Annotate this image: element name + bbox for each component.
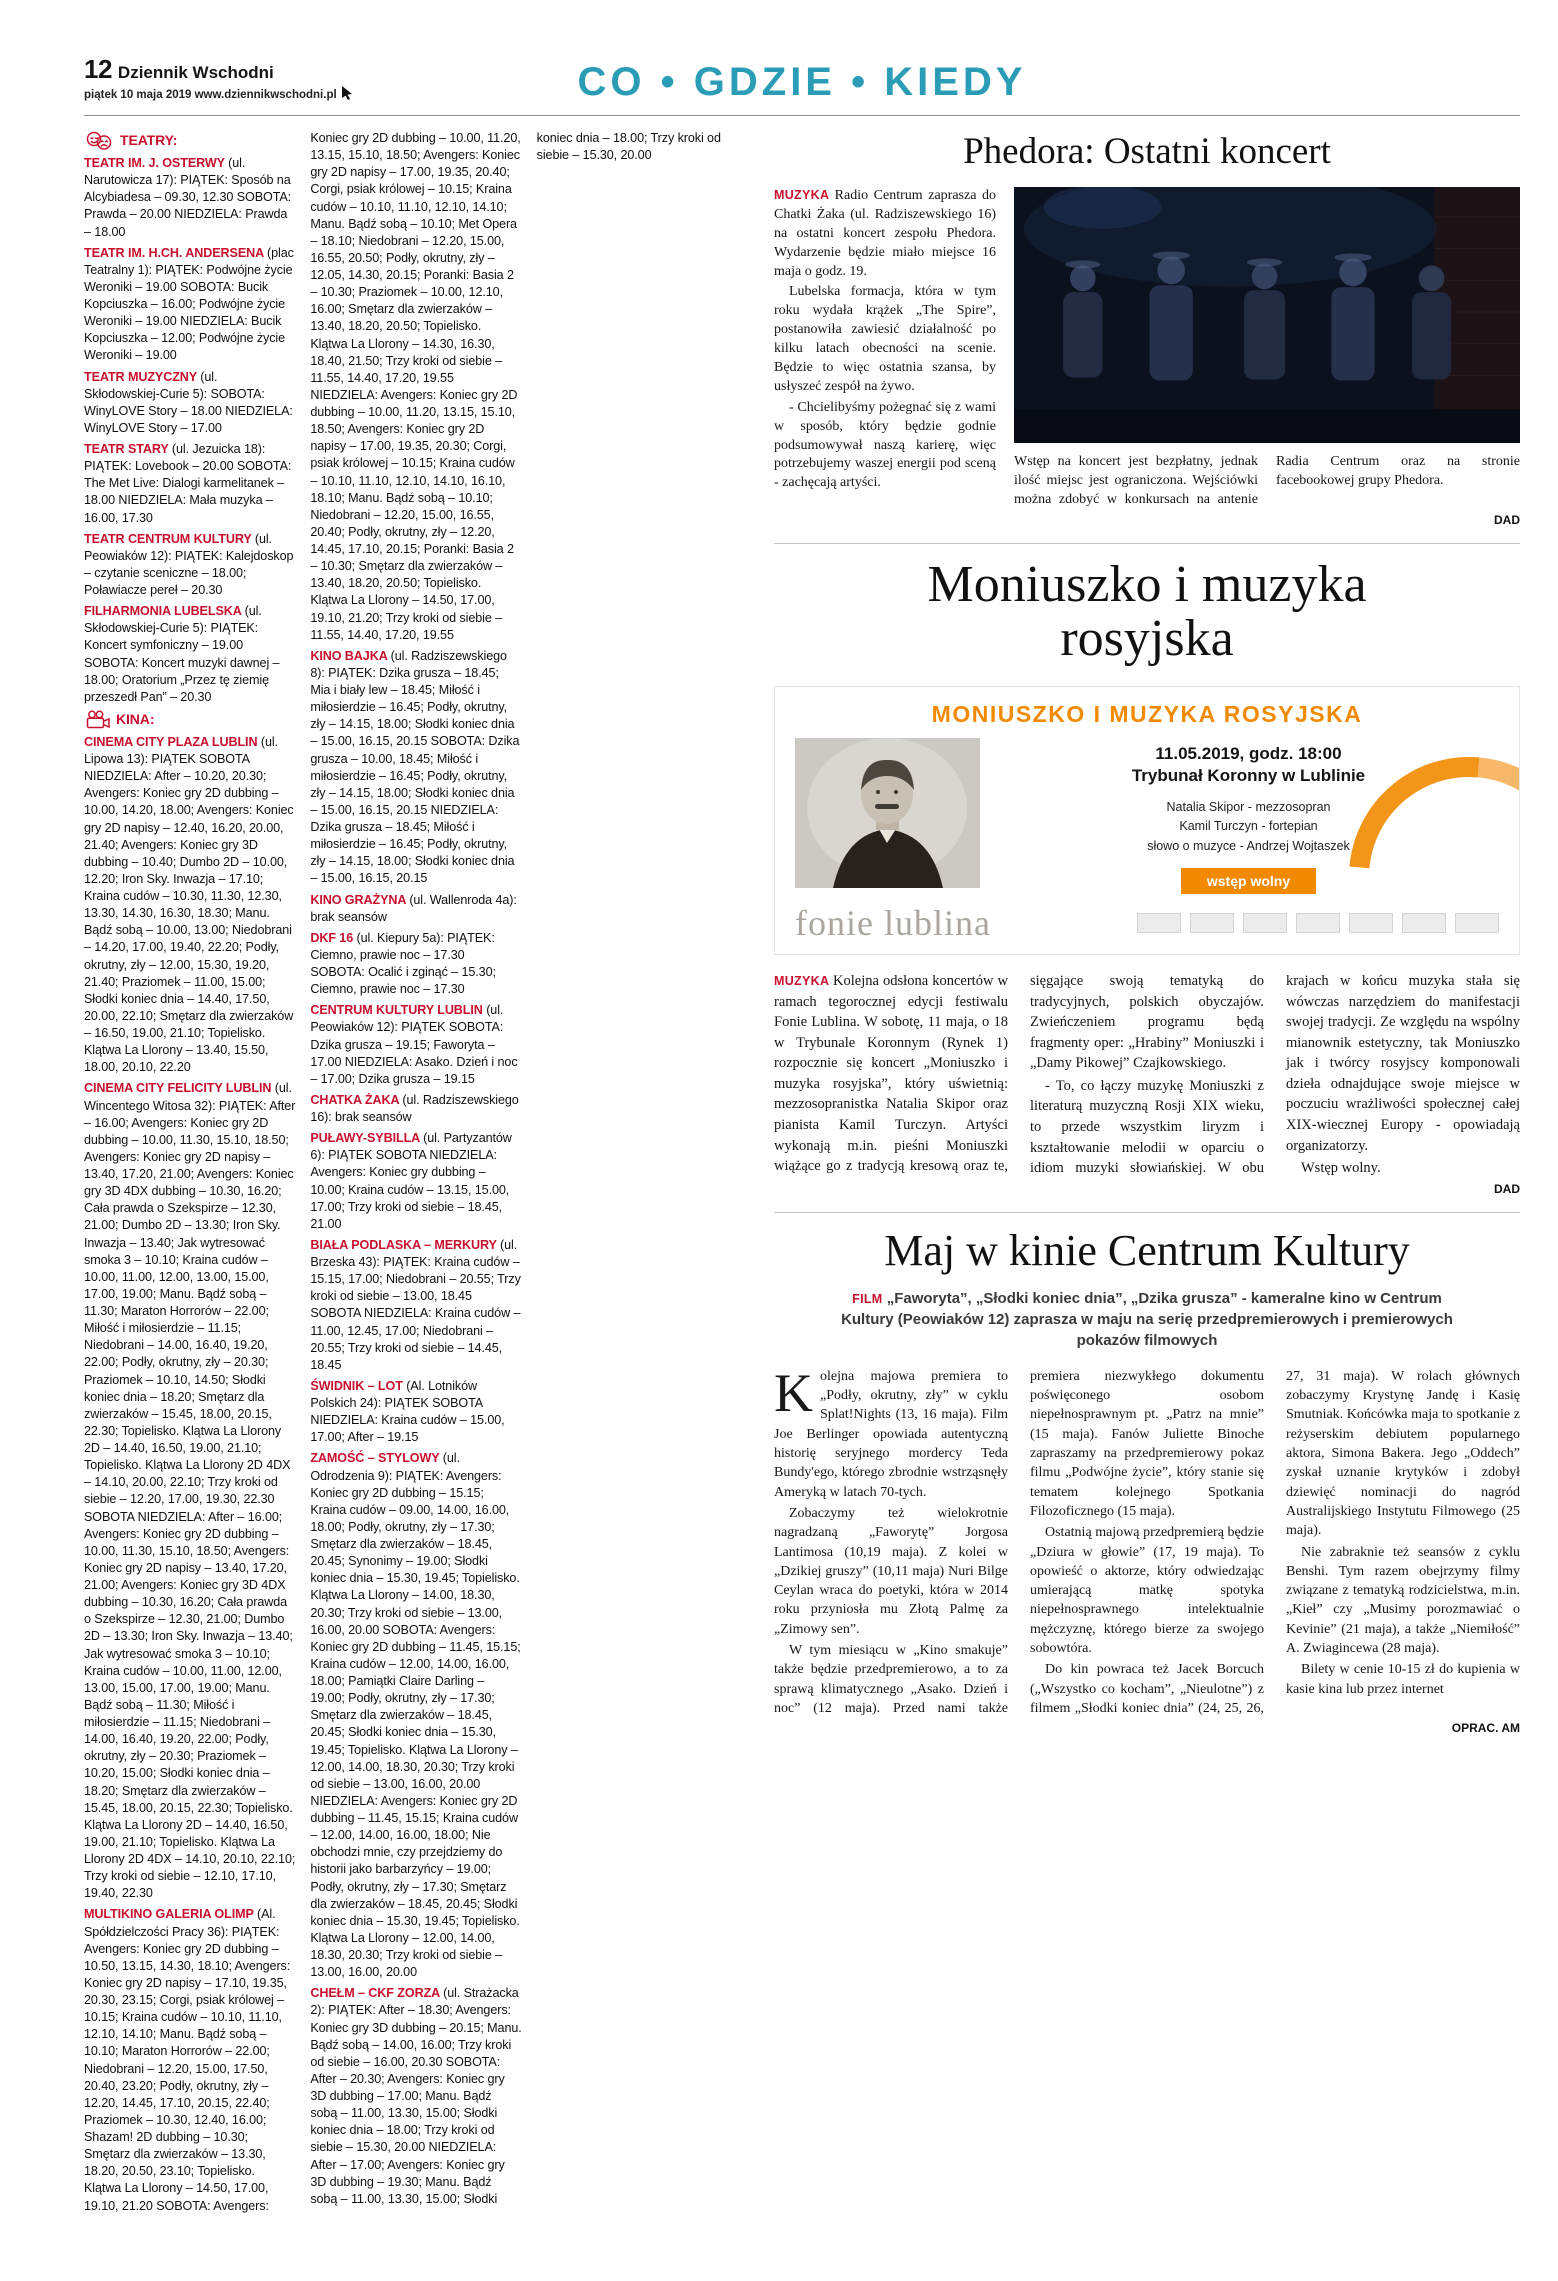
sponsor-logo: [1349, 913, 1393, 933]
theater-masks-icon: [84, 131, 114, 151]
article-paragraph: Zobaczymy też wielokrotnie nagradzaną „Faworytę” Jorgosa Lantimosa (10,19 maja). Z kolei w „Dzikiej gruszy” (10,11 maja) Nuri Bilge Ceylan wraca do poetyki, która w 2014 roku przyniosła mu Złotą Palmę za „Zimowy sen”.: [774, 1505, 1008, 1637]
film-camera-icon: [84, 710, 110, 730]
article-paragraph: Ostatnią majową przedpremierą będzie „Dziura w głowie” (17, 19 maja). To opowieść o aktorze, który odwiedzając umierającą matkę spotyka niepełnosprawnego intelektualnie mężczyznę, którego bierze za swojego sobowtóra.: [1030, 1525, 1264, 1657]
venue-schedule: PIĄTEK: Avengers: Koniec gry 2D dubbing – 10.50, 13.15, 14.30, 18.10; Avengers: Koniec gry 2D napisy – 17.10, 19.35, 20.30, 23.15; Corgi, psiak królowej – 10.15; Kraina cudów – 10.10, 11.10, 12.10, 14.10; Manu. Bądź sobą – 10.10; Maraton Horrorów – 22.00; Niedobrani – 12.20, 15.00, 17.50, 20.40, 23.20; Podły, okrutny, zły – 12.20, 14.45, 17.10, 20.15, 22.40; Praziomek – 10.30, 12.40, 16.00; Shazam! 2D dubbing – 10.30; Smętarz dla zwierzaków – 13.30, 18.20, 20.50, 23.10; Topielisko. Klątwa La Llorony – 14.50, 17.00, 19.10, 21.20 SOBOTA: Avengers: Koniec gry 2D dubbing – 10.00, 11.20, 13.15, 15.10, 18.50; Avengers: Koniec gry 2D napisy – 17.00, 19.35, 20.40; Corgi, psiak królowej – 10.15; Kraina cudów – 10.10, 11.10, 12.10, 14.10; Manu. Bądź sobą – 10.10; Met Opera – 18.10; Niedobrani – 12.20, 15.00, 16.55, 20.50; Podły, okrutny, zły – 12.05, 14.30, 20.15; Poranki: Basia 2 – 10.30; Praziomek – 10.00, 12.10, 16.00; Smętarz dla zwierzaków – 13.40, 18.20, 20.50; Topielisko. Klątwa La Llorony – 14.30, 16.30, 18.40, 21.50; Trzy kroki od siebie – 11.55, 14.40, 17.20, 19.55 NIEDZIELA: Avengers: Koniec gry 2D dubbing – 10.00, 11.20, 13.15, 15.10, 18.50; Avengers: Koniec gry 2D napisy – 17.00, 19.35, 20.30; Corgi, psiak królowej – 10.15; Kraina cudów – 10.10, 11.10, 12.10, 14.10, 16.10, 18.10; Manu. Bądź sobą – 10.10; Niedobrani – 12.20, 15.00, 16.55, 20.40; Podły, okrutny, zły – 12.20, 14.45, 17.10, 20.15; Poranki: Basia 2 – 10.30; Smętarz dla zwierzaków – 13.40, 18.20, 20.50; Topielisko. Klątwa La Llorony – 14.50, 17.00, 19.10, 21.20; Trzy kroki od siebie – 11.55, 14.40, 17.20, 19.55: [84, 131, 521, 2213]
venue-name: CHATKA ŻAKA: [310, 1092, 403, 1107]
fonie-lublina-wordmark: fonie lublina: [795, 902, 991, 943]
venue-name: PUŁAWY-SYBILLA: [310, 1131, 424, 1146]
article-paragraph: Nie zabraknie też seansów z cyklu Benshi. Tym razem obejrzymy filmy związane z tematyką rodzicielstwa, m.in. „Kieł” czy „Musimy porozmawiać o Kevinie” (21 maja), a także „Niemiłość” A. Zwiagincewa (28 maja).: [1286, 1544, 1520, 1657]
moniuszko-concert-banner: [774, 686, 1520, 955]
phedora-continuation: [1014, 453, 1520, 510]
venue-listing: [310, 1237, 521, 1374]
venue-name: MULTIKINO GALERIA OLIMP: [84, 1907, 257, 1922]
kino-lede: [827, 1288, 1467, 1351]
venue-schedule: PIĄTEK SOBOTA NIEDZIELA: Avengers: Koniec gry dubbing – 10.00; Kraina cudów – 13.15, 15.00, 17.00; Trzy kroki od siebie – 18.45, 21.00: [310, 1148, 510, 1231]
venue-name: ŚWIDNIK – LOT: [310, 1378, 407, 1393]
venue-listing: [84, 531, 295, 600]
venue-name: TEATR IM. J. OSTERWY: [84, 156, 229, 170]
banner-performers: [998, 798, 1499, 856]
venue-listing: [310, 1092, 521, 1126]
article-paragraph: Wstęp na koncert jest bezpłatny, jednak ilość miejsc jest ograniczona. Wejściówki można zdobyć w konkursach na antenie Radia Centrum oraz na stronie facebookowej grupy Phedora.: [1014, 454, 1520, 507]
venue-address: (ul. Radziszewskiego 16):: [310, 1092, 519, 1124]
sponsor-logo: [1455, 913, 1499, 933]
article-moniuszko: [774, 543, 1520, 1196]
venue-address: (ul. Skłodowskiej-Curie 5):: [84, 369, 218, 401]
sponsor-logo: [1296, 913, 1340, 933]
venue-address: (ul. Wincentego Witosa 32):: [84, 1081, 292, 1113]
sponsor-logo: [1190, 913, 1234, 933]
venue-listing: [310, 1002, 521, 1088]
free-admission-badge: wstęp wolny: [1181, 868, 1316, 894]
venue-listing: [84, 1080, 295, 1902]
venue-address: (ul. Wallenroda 4a):: [409, 892, 517, 907]
sponsor-logo: [1137, 913, 1181, 933]
listing-section-label: KINA:: [116, 711, 155, 728]
venue-address: (ul. Narutowicza 17):: [84, 156, 246, 188]
moniuszko-body: [774, 971, 1520, 1179]
venue-schedule: PIĄTEK SOBOTA NIEDZIELA: Kraina cudów – 15.00, 17.00; After – 19.15: [310, 1396, 505, 1445]
header-divider: [84, 115, 1520, 116]
phedora-text-column: [774, 187, 996, 527]
page-header: [84, 54, 1520, 103]
venue-schedule: PIĄTEK: Kalejdoskop – czytanie sceniczne – 18.00; Poławiacze pereł – 20.30: [84, 548, 294, 597]
venue-address: (ul. Peowiaków 12):: [310, 1003, 504, 1035]
venue-address: (plac Teatralny 1):: [84, 245, 294, 277]
venue-name: CINEMA CITY PLAZA LUBLIN: [84, 734, 261, 749]
venue-listing: [84, 603, 295, 706]
banner-details: [998, 738, 1499, 894]
phedora-band-photo: [1014, 187, 1520, 443]
lead-in-label: FILM: [852, 1291, 883, 1306]
banner-date: 11.05.2019, godz. 18:00: [1155, 743, 1342, 763]
lead-in-label: MUZYKA: [774, 188, 835, 202]
moniuszko-headline: Moniuszko i muzyka rosyjska: [927, 555, 1367, 667]
banner-venue: Trybunał Koronny w Lublinie: [1131, 765, 1366, 785]
venue-listing: [310, 1450, 521, 1981]
venue-schedule: PIĄTEK: Lovebook – 20.00 SOBOTA: The Met Live: Dialogi karmelitanek – 18.00 NIEDZIELA: Mała muzyka – 16.00, 17.30: [84, 459, 292, 525]
venue-schedule: PIĄTEK SOBOTA NIEDZIELA: After – 10.20, 20.30; Avengers: Koniec gry 2D dubbing – 10.00, 14.20, 18.00; Avengers: Koniec gry 2D napisy – 12.40, 16.20, 20.00, 21.40; Avengers: Koniec gry 3D dubbing – 10.40; Dumbo 2D – 10.00, 12.20; Iron Sky. Inwazja – 17.10; Kraina cudów – 10.30, 11.30, 12.30, 13.30, 14.30, 16.30, 18.30; Manu. Bądź sobą – 10.00, 13.00; Niedobrani – 14.20, 17.00, 19.40, 22.20; Podły, okrutny, zły – 12.00, 15.30, 19.20, 21.40; Praziomek – 11.00, 15.00; Słodki koniec dnia – 14.40, 17.50, 20.00, 22.10; Smętarz dla zwierzaków – 16.50, 19.00, 21.10; Topielisko. Klątwa La Llorony – 13.40, 15.50, 18.00, 20.10, 22.20: [84, 752, 294, 1075]
venue-listing: [84, 245, 295, 365]
venue-schedule: PIĄTEK: After – 16.00; Avengers: Koniec gry 2D dubbing – 10.00, 11.30, 15.10, 18.50; Avengers: Koniec gry 2D napisy – 13.40, 17.20, 21.00; Avengers: Koniec gry 3D 4DX dubbing – 10.30, 16.20; Cała prawda o Szekspirze – 12.30, 21.00; Dumbo 2D – 13.30; Iron Sky. Inwazja – 13.40; Jak wytresować smoka 3 – 10.10; Kraina cudów – 10.00, 11.00, 12.00, 13.00, 15.00, 17.00, 19.00; Manu. Bądź sobą – 11.30; Maraton Horrorów – 22.00; Miłość i miłosierdzie – 11.15; Niedobrani – 14.00, 16.40, 19.20, 22.00; Podły, okrutny, zły – 20.30; Praziomek – 10.10, 14.50; Słodki koniec dnia – 18.20; Smętarz dla zwierzaków – 15.45, 18.00, 20.15, 22.30; Topielisko. Klątwa La Llorony 2D – 14.40, 16.50, 19.00, 21.10; Topielisko. Klątwa La Llorony 2D 4DX – 14.10, 20.00, 22.10; Trzy kroki od siebie – 12.20, 17.00, 19.30, 22.30 SOBOTA NIEDZIELA: After – 16.00; Avengers: Koniec gry 2D dubbing – 10.00, 11.30, 15.10, 18.50; Avengers: Koniec gry 2D napisy – 13.40, 17.20, 21.00; Avengers: Koniec gry 3D 4DX dubbing – 10.30, 16.20; Cała prawda o Szekspirze – 12.30, 21.00; Dumbo 2D – 13.30; Iron Sky. Inwazja – 13.40; Jak wytresować smoka 3 – 10.10; Kraina cudów – 10.00, 11.00, 12.00, 13.00, 15.00, 17.00, 19.00; Manu. Bądź sobą – 11.30; Miłość i miłosierdzie – 11.15; Niedobrani – 14.00, 16.40, 19.20, 22.00; Podły, okrutny, zły – 20.30; Praziomek – 10.20, 15.00; Słodki koniec dnia – 18.20; Smętarz dla zwierzaków – 15.45, 18.00, 20.15, 22.30; Topielisko. Klątwa La Llorony 2D – 14.40, 16.50, 19.00, 21.10; Topielisko. Klątwa La Llorony 2D 4DX – 14.10, 20.10, 22.10; Trzy kroki od siebie – 12.10, 17.10, 19.40, 22.30: [84, 1098, 296, 1901]
venue-schedule: PIĄTEK: Podwójne życie Weroniki – 19.00 SOBOTA: Bucik Kopciuszka – 16.00; Podwójne życie Weroniki – 19.00 NIEDZIELA: Bucik Kopciuszka – 12.00; Podwójne życie Weroniki – 19.00: [84, 262, 293, 363]
kino-lede-text: „Faworyta”, „Słodki koniec dnia”, „Dzika grusza” - kameralne kino w Centrum Kultury (Peowiaków 12) zaprasza w maju na serię przedpremierowych i premierowych pokazów filmowych: [841, 1289, 1453, 1349]
venue-address: (ul. Skłodowskiej-Curie 5):: [84, 604, 262, 636]
venue-schedule: PIĄTEK: Dzika grusza – 18.45; Mia i biały lew – 18.45; Miłość i miłosierdzie – 16.45; Podły, okrutny, zły – 14.15, 18.00; Słodki koniec dnia – 15.00, 16.15, 20.15 SOBOTA: Dzika grusza – 10.00, 18.45; Miłość i miłosierdzie – 16.45; Podły, okrutny, zły – 14.15, 18.00; Słodki koniec dnia – 15.00, 16.15, 20.15 NIEDZIELA: Dzika grusza – 18.45; Miłość i miłosierdzie – 16.45; Podły, okrutny, zły – 14.15, 18.00; Słodki koniec dnia – 15.00, 16.15, 20.15: [310, 665, 520, 886]
venue-listing: [310, 1130, 521, 1233]
phedora-right-column: [1014, 187, 1520, 527]
banner-performer: słowo o muzyce - Andrzej Wojtaszek: [1147, 838, 1350, 853]
venue-name: CENTRUM KULTURY LUBLIN: [310, 1003, 487, 1018]
phedora-headline: Phedora: Ostatni koncert: [963, 131, 1331, 172]
venue-schedule: brak seansów: [310, 909, 387, 924]
venue-name: FILHARMONIA LUBELSKA: [84, 604, 245, 619]
venue-name: KINO BAJKA: [310, 648, 391, 663]
article-kino-centrum-kultury: [774, 1212, 1520, 1736]
article-paragraph: Wstęp wolny.: [1301, 1160, 1381, 1177]
venue-listing: [84, 734, 295, 1077]
article-paragraph: - To, co łączy muzykę Moniuszki z literaturą muzyczną Rosji XIX wieku, to przede wszystkim liryzm i kształtowanie melodii w oparciu o idiom muzyki słowiańskiej. W obu krajach w końcu muzyka stała się wówczas narzędziem do manifestacji swojej tradycji. Ze względu na wspólny mianownik estetyczny, tak Moniuszko jak i twórcy rosyjscy komponowali dzieła odnajdujące swoje miejsce w poczuciu wrażliwości społecznej całej XIX-wiecznej Europy - opowiadają organizatorzy.: [1030, 972, 1520, 1177]
banner-performer: Natalia Skipor - mezzosopran: [1166, 799, 1331, 814]
kino-byline: OPRAC. AM: [1451, 1721, 1520, 1736]
article-paragraph: Do kin powraca też Jacek Borcuch („Wszystko co kocham”, „Nieulotne”) z filmem „Słodki koniec dnia” (24, 25, 26, 27, 31 maja). W rolach głównych zobaczymy Krystynę Jandę i Kasię Smutniak. Końcówka maja to spotkanie z reżyserskim debiutem popularnego aktora, Simona Bakera. Jego „Oddech” zyskał uznanie krytyków i zdobył dziewięć nominacji do nagród Australijskiego Instytutu Filmowego (25 maja).: [1030, 1368, 1520, 1717]
venue-name: TEATR MUZYCZNY: [84, 369, 201, 384]
venue-name: TEATR CENTRUM KULTURY: [84, 531, 255, 546]
venue-address: (ul. Jezuicka 18):: [171, 442, 266, 456]
page-number: 12: [84, 54, 112, 84]
masthead: [84, 54, 404, 103]
venue-address: (ul. Peowiaków 12):: [84, 531, 272, 563]
venue-name: CINEMA CITY FELICITY LUBLIN: [84, 1081, 275, 1096]
listing-section-header: [84, 710, 295, 730]
venue-name: DKF 16: [310, 930, 357, 945]
article-paragraph: MUZYKA Radio Centrum zaprasza do Chatki Żaka (ul. Radziszewskiego 16) na ostatni koncert zespołu Phedora. Wydarzenie będzie miało miejsce 16 maja o godz. 19.: [774, 188, 996, 279]
venue-name: TEATR IM. H.CH. ANDERSENA: [84, 245, 268, 260]
dateline: piątek 10 maja 2019 www.dziennikwschodni.pl: [84, 88, 337, 101]
section-title: CO • GDZIE • KIEDY: [577, 60, 1027, 104]
venue-schedule: PIĄTEK SOBOTA: Dzika grusza – 19.15; Faworyta – 17.00 NIEDZIELA: Asako. Dzień i noc – 17.00; Dzika grusza – 19.15: [310, 1020, 518, 1086]
venue-address: (Al. Lotników Polskich 24):: [310, 1378, 477, 1410]
venue-schedule: PIĄTEK: Koncert symfoniczny – 19.00 SOBOTA: Koncert muzyki dawnej – 18.00; Oratorium „Przez tę ziemię przeszedł Pan” – 20.30: [84, 621, 280, 704]
kino-headline: Maj w kinie Centrum Kultury: [884, 1225, 1410, 1275]
drop-cap: K: [774, 1362, 813, 1423]
moniuszko-byline: DAD: [1494, 1181, 1520, 1196]
listings-columns: [84, 130, 748, 2218]
article-paragraph: Lubelska formacja, która w tym roku wydała krążek „The Spire”, postanowiła zawiesić działalność po kilku latach obecności na scenie. Będzie to więc ostatnia szansa, by usłyszeć zespół na żywo.: [774, 284, 996, 394]
venue-listing: [310, 1378, 521, 1447]
article-phedora: [774, 130, 1520, 527]
venue-name: CHEŁM – CKF ZORZA: [310, 1986, 444, 2001]
venue-address: (ul. Odrodzenia 9):: [310, 1451, 460, 1483]
venue-schedule: PIĄTEK: Avengers: Koniec gry 2D dubbing – 15.15; Kraina cudów – 09.00, 14.00, 16.00, 18.00; Podły, okrutny, zły – 17.30; Smętarz dla zwierzaków – 18.45, 20.45; Synonimy – 19.00; Słodki koniec dnia – 15.30, 19.45; Topielisko. Klątwa La Llorony – 14.00, 18.30, 20.30; Trzy kroki od siebie – 13.00, 16.00, 20.00 SOBOTA: Avengers: Koniec gry 2D dubbing – 11.45, 15.15; Kraina cudów – 12.00, 14.00, 16.00, 18.00; Pamiątki Claire Darling – 19.00; Podły, okrutny, zły – 17.30; Smętarz dla zwierzaków – 18.45, 20.45; Słodki koniec dnia – 15.30, 19.45; Topielisko. Klątwa La Llorony – 12.00, 14.00, 18.30, 20.30; Trzy kroki od siebie – 13.00, 16.00, 20.00 NIEDZIELA: Avengers: Koniec gry 2D dubbing – 11.45, 15.15; Kraina cudów – 12.00, 14.00, 16.00, 18.00; Nie obchodzi mnie, czy przejdziemy do historii jako barbarzyńcy – 19.00; Podły, okrutny, zły – 17.30; Smętarz dla zwierzaków – 18.45, 20.45; Słodki koniec dnia – 15.30, 19.45; Topielisko. Klątwa La Llorony – 12.00, 14.00, 18.30, 20.30; Trzy kroki od siebie – 13.00, 16.00, 20.00: [310, 1468, 521, 1980]
venue-listing: [84, 369, 295, 438]
articles-column: [774, 130, 1520, 2218]
paper-name: Dziennik Wschodni: [117, 63, 274, 82]
article-paragraph: MUZYKA Kolejna odsłona koncertów w ramach tegorocznej edycji festiwalu Fonie Lublina. W sobotę, 11 maja, o 18 w Trybunale Koronnym (Rynek 1) rozpocznie się koncert „Moniuszko i muzyka rosyjska”, który uświetnią: mezzosopranistka Natalia Skipor oraz pianista Kamil Turczyn. Artyści wykonają m.in. pieśni Moniuszki wiążące go z tradycją kresową oraz te, sięgające swoją tematyką do tradycyjnych, polskich obyczajów. Zwieńczeniem programu będą fragmenty oper: „Hrabiny” Moniuszki i „Damy Pikowej” Czajkowskiego.: [774, 972, 1264, 1175]
venue-address: (Al. Spółdzielczości Pracy 36):: [84, 1907, 276, 1939]
banner-title: MONIUSZKO I MUZYKA ROSYJSKA: [931, 700, 1363, 727]
venue-address: (ul. Partyzantów 6):: [310, 1131, 512, 1163]
venue-schedule: brak seansów: [335, 1110, 412, 1124]
venue-schedule: SOBOTA: WinyLOVE Story – 18.00 NIEDZIELA: WinyLOVE Story – 17.00: [84, 386, 293, 435]
venue-schedule: PIĄTEK: After – 18.30; Avengers: Koniec gry 3D dubbing – 20.15; Manu. Bądź sobą – 14.00, 16.00; Trzy kroki od siebie – 16.00, 20.30 SOBOTA: After – 20.30; Avengers: Koniec gry 3D dubbing – 17.00; Manu. Bądź sobą – 11.00, 13.30, 15.00; Słodki koniec dnia – 18.00; Trzy kroki od siebie – 15.30, 20.00 NIEDZIELA: After – 17.00; Avengers: Koniec gry 3D dubbing – 19.30; Manu. Bądź sobą – 11.00, 13.30, 15.00; Słodki koniec dnia – 18.00; Trzy kroki od siebie – 15.30, 20.00: [310, 131, 721, 2206]
phedora-byline: DAD: [1494, 512, 1520, 527]
kino-body: [774, 1362, 1520, 1719]
sponsor-logo: [1402, 913, 1446, 933]
page-content: [84, 130, 1520, 2218]
venue-schedule: PIĄTEK: Sposób na Alcybiadesa – 09.30, 12.30 SOBOTA: Prawda – 20.00 NIEDZIELA: Prawda – 18.00: [84, 173, 292, 239]
venue-address: (ul. Strażacka 2):: [310, 1986, 519, 2018]
venue-listing: [310, 648, 521, 888]
venue-address: (ul. Kiepury 5a):: [356, 930, 448, 945]
article-paragraph: - Chcielibyśmy pożegnać się z wami w sposób, który będzie godnie podsumowywał naszą karierę, więc potrzebujemy waszej energii pod sceną - zachęcają artyści.: [774, 399, 996, 491]
venue-schedule: PIĄTEK: Ciemno, prawie noc – 17.30 SOBOTA: Ocalić i zginąć – 15.30; Ciemno, prawie noc – 17.30: [310, 930, 496, 997]
venue-address: (ul. Lipowa 13):: [84, 734, 278, 766]
venue-address: (ul. Radziszewskiego 8):: [310, 648, 507, 680]
moniuszko-portrait-photo: [795, 738, 980, 888]
banner-performer: Kamil Turczyn - fortepian: [1179, 819, 1318, 834]
venue-listing: [310, 892, 521, 926]
article-paragraph: W tym miesiącu w „Kino smakuje” także będzie przedpremierowo, a to za sprawą klimatycznego „Asako. Dzień i noc” (12 maja). Przed nami także premiera niezwykłego dokumentu poświęconego osobom niepełnosprawnym pt. „Patrz na mnie” (15 maja). Fanów Juliette Binoche zapraszamy na przedpremierowy pokaz filmu „Podwójne życie”, który stanie się tematem kolejnego Spotkania Filozoficznego (15 maja).: [774, 1368, 1264, 1717]
venue-listing: [84, 441, 295, 527]
venue-name: ZAMOŚĆ – STYLOWY: [310, 1451, 443, 1466]
sponsor-logos: [1137, 913, 1499, 933]
venue-schedule: PIĄTEK: Kraina cudów – 15.15, 17.00; Niedobrani – 20.55; Trzy kroki od siebie – 13.00, 18.45 SOBOTA NIEDZIELA: Kraina cudów – 11.00, 12.45, 17.00; Niedobrani – 20.55; Trzy kroki od siebie – 14.45, 18.45: [310, 1255, 521, 1372]
venue-listing: [310, 930, 521, 999]
sponsor-logo: [1243, 913, 1287, 933]
article-paragraph: Bilety w cenie 10-15 zł do kupienia w kasie kina lub przez internet: [1286, 1662, 1520, 1697]
venue-name: BIAŁA PODLASKA – MERKURY: [310, 1237, 501, 1252]
lead-in-label: MUZYKA: [774, 973, 834, 988]
venue-address: (ul. Brzeska 43):: [310, 1237, 518, 1269]
venue-listing: [84, 155, 295, 241]
venue-name: KINO GRAŻYNA: [310, 892, 410, 907]
venue-name: TEATR STARY: [84, 442, 172, 456]
listing-section-header: [84, 131, 295, 151]
listing-section-label: TEATRY:: [120, 132, 178, 149]
cursor-icon: [341, 86, 353, 103]
article-paragraph: Kolejna majowa premiera to „Podły, okrutny, zły” w cyklu Splat!Nights (13, 16 maja). Film Joe Berlinger opowiada autentyczną historię seryjnego mordercy Teda Bundy'ego, którego zbrodnie wstrząsnęły Ameryką w latach 70-tych.: [774, 1362, 1008, 1500]
